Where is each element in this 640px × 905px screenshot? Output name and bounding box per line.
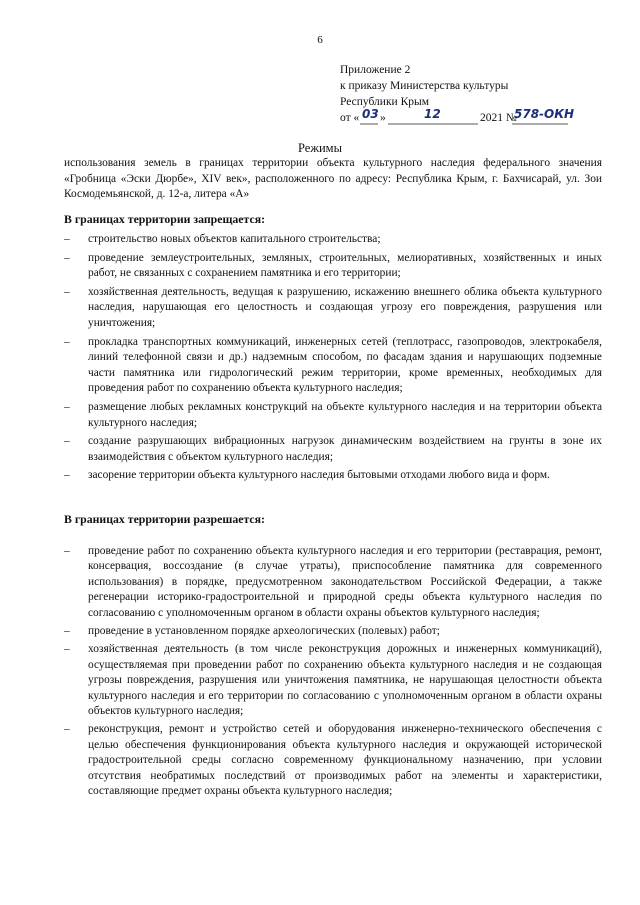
list-item: – хозяйственная деятельность (в том числе реконструкция дорожных и инженерных коммуникаций), осуществляемая при проведении работ по сохранению объекта культурного наследия и не создающая угрозы повреждения, разрушения или уничтожения памятника, не нарушающая целостности объекта культурного наследия и его территории по согласованию с уполномоченным органом в области охраны объектов культурного наследия; [64,642,602,719]
appendix-title: Приложение 2 [340,64,411,76]
appendix-block [340,62,610,126]
prohibited-list [64,232,602,487]
order-number: 578-ОКН [514,107,575,121]
permitted-heading: В границах территории разрешается: [64,512,265,526]
document-title: Режимы [298,141,342,155]
permitted-list [64,544,602,803]
list-item: – проведение в установленном порядке археологических (полевых) работ; [64,624,602,639]
list-item: – прокладка транспортных коммуникаций, инженерных сетей (теплотрасс, газопроводов, электрокабеля, линий телефонной связи и др.) надземным способом, по фасадам здания и нарушающих подземные части памятника или гидрологический режим территории, кроме временных, необходимых для проведения работ по сохранению объекта культурного наследия; [64,335,602,397]
appendix-ministry: Республики Крым [340,96,429,108]
order-prefix: от « [340,112,360,124]
list-item: – проведение землеустроительных, земляных, строительных, мелиоративных, хозяйственных и иных работ, не связанных с сохранением памятника и его территории; [64,251,602,282]
order-day: 03 [362,107,379,121]
list-item: – реконструкция, ремонт и устройство сетей и оборудования инженерно-технического обеспечения с целью обеспечения функционирования объекта культурного наследия и окружающей исторической градостроительной среды согласно современному функциональному назначению, при условии отсутствия необратимых последствий от производимых работ на элементы и характеристики, составляющие предмет охраны объекта культурного наследия; [64,722,602,799]
list-item: – проведение работ по сохранению объекта культурного наследия и его территории (реставрация, ремонт, консервация, воссоздание (в случае утраты), приспособление памятника для современного использования) в порядке, предусмотренном законодательством Российской Федерации, а также регенерации историко-градостроительной и природной среды объекта культурного наследия по согласованию с уполномоченным органом в области охраны объектов культурного наследия; [64,544,602,621]
order-month: 12 [424,107,441,121]
prohibited-heading: В границах территории запрещается: [64,212,266,226]
list-item: – размещение любых рекламных конструкций на объекте культурного наследия и на территории объекта культурного наследия; [64,400,602,431]
intro-text: использования земель в границах территории объекта культурного наследия федерального значения «Гробница «Эски Дюрбе», XIV век», расположенного по адресу: Республика Крым, г. Бахчисарай, ул. Зои Космодемьянской, д. 12-а, литера «А» [64,157,602,200]
page-number: 6 [317,34,323,46]
list-item: – засорение территории объекта культурного наследия бытовыми отходами любого вида и форм. [64,468,602,484]
list-item: – хозяйственная деятельность, ведущая к разрушению, искажению внешнего облика объекта культурного наследия, нарушающая его целостность и создающая угрозу его повреждения, разрушения или уничтожения; [64,285,602,332]
appendix-order-ref: к приказу Министерства культуры [340,80,509,92]
order-year: 2021 № [480,112,517,124]
intro-paragraph [64,156,602,203]
list-item: – создание разрушающих вибрационных нагрузок динамическим воздействием на грунты в зоне их взаимодействия с объектом культурного наследия; [64,434,602,465]
list-item: – строительство новых объектов капитального строительства; [64,232,602,248]
order-date-line: от « 03 » 12 2021 № 578-ОКН [340,110,610,126]
